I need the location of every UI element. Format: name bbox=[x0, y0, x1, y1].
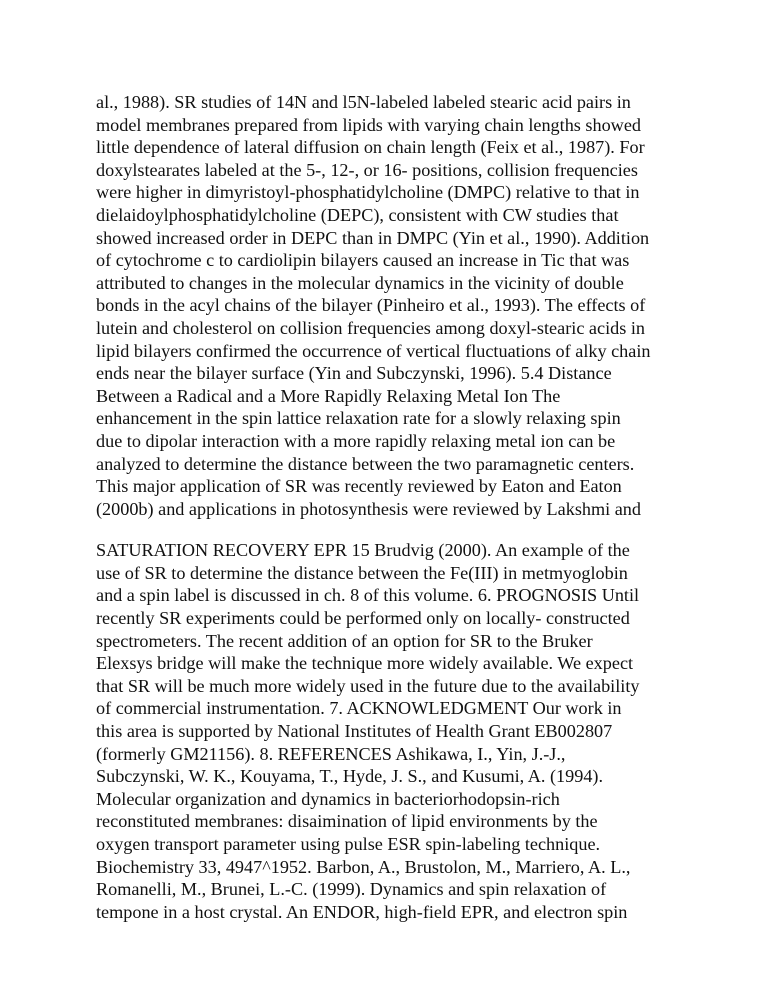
text-line: use of SR to determine the distance between the Fe(III) in metmyoglobin bbox=[96, 562, 628, 583]
text-line: (formerly GM21156). 8. REFERENCES Ashikawa, I., Yin, J.-J., bbox=[96, 743, 566, 764]
text-line: oxygen transport parameter using pulse ESR spin-labeling technique. bbox=[96, 834, 601, 854]
text-line: model membranes prepared from lipids with varying chain lengths showed bbox=[96, 114, 641, 135]
text-line: of cytochrome c to cardiolipin bilayers caused an increase in Tic that was bbox=[96, 250, 630, 271]
text-line: analyzed to determine the distance between the two paramagnetic centers. bbox=[96, 453, 635, 474]
text-line: that SR will be much more widely used in the future due to the availability bbox=[96, 675, 640, 696]
text-line: due to dipolar interaction with a more rapidly relaxing metal ion can be bbox=[96, 430, 616, 451]
text-line: were higher in dimyristoyl-phosphatidylcholine (DMPC) relative to that in bbox=[96, 182, 640, 203]
text-line: spectrometers. The recent addition of an option for SR to the Bruker bbox=[96, 630, 593, 651]
text-line: and a spin label is discussed in ch. 8 of this volume. 6. PROGNOSIS Until bbox=[96, 585, 640, 606]
text-line: Between a Radical and a More Rapidly Relaxing Metal Ion The bbox=[96, 385, 561, 406]
text-line: doxylstearates labeled at the 5-, 12-, or 16- positions, collision frequencies bbox=[96, 159, 638, 180]
text-line: dielaidoylphosphatidylcholine (DEPC), consistent with CW studies that bbox=[96, 204, 619, 225]
text-line: lutein and cholesterol on collision frequencies among doxyl-stearic acids in bbox=[96, 317, 645, 338]
text-line: Romanelli, M., Brunei, L.-C. (1999). Dynamics and spin relaxation of bbox=[96, 879, 607, 900]
text-line: attributed to changes in the molecular dynamics in the vicinity of double bbox=[96, 272, 624, 293]
text-line: enhancement in the spin lattice relaxation rate for a slowly relaxing spin bbox=[96, 408, 621, 429]
document-page bbox=[96, 91, 682, 923]
text-line: of commercial instrumentation. 7. ACKNOWLEDGMENT Our work in bbox=[96, 698, 622, 719]
text-line: this area is supported by National Institutes of Health Grant EB002807 bbox=[96, 721, 613, 742]
text-line: lipid bilayers confirmed the occurrence of vertical fluctuations of alky chain bbox=[96, 340, 651, 361]
text-line: tempone in a host crystal. An ENDOR, high-field EPR, and electron spin bbox=[96, 901, 628, 922]
text-line: ends near the bilayer surface (Yin and Subczynski, 1996). 5.4 Distance bbox=[96, 363, 612, 384]
text-line: recently SR experiments could be performed only on locally- constructed bbox=[96, 608, 630, 629]
text-line: SATURATION RECOVERY EPR 15 Brudvig (2000). An example of the bbox=[96, 540, 630, 561]
text-line: al., 1988). SR studies of 14N and l5N-labeled labeled stearic acid pairs in bbox=[96, 92, 631, 112]
text-line: Molecular organization and dynamics in bacteriorhodopsin-rich bbox=[96, 788, 560, 809]
text-line: little dependence of lateral diffusion on chain length (Feix et al., 1987). For bbox=[96, 137, 645, 158]
paragraph-1 bbox=[96, 91, 682, 520]
text-line: Subczynski, W. K., Kouyama, T., Hyde, J. S., and Kusumi, A. (1994). bbox=[96, 766, 604, 787]
text-line: bonds in the acyl chains of the bilayer (Pinheiro et al., 1993). The effects of bbox=[96, 295, 646, 316]
text-line: (2000b) and applications in photosynthesis were reviewed by Lakshmi and bbox=[96, 498, 641, 519]
text-line: This major application of SR was recently reviewed by Eaton and Eaton bbox=[96, 476, 622, 497]
text-line: Elexsys bridge will make the technique more widely available. We expect bbox=[96, 653, 634, 674]
text-line: showed increased order in DEPC than in DMPC (Yin et al., 1990). Addition bbox=[96, 227, 650, 248]
paragraph-2 bbox=[96, 539, 682, 923]
text-line: Biochemistry 33, 4947^1952. Barbon, A., Brustolon, M., Marriero, A. L., bbox=[96, 856, 631, 877]
paragraph-spacer bbox=[96, 520, 682, 539]
text-line: reconstituted membranes: disaimination of lipid environments by the bbox=[96, 811, 598, 832]
